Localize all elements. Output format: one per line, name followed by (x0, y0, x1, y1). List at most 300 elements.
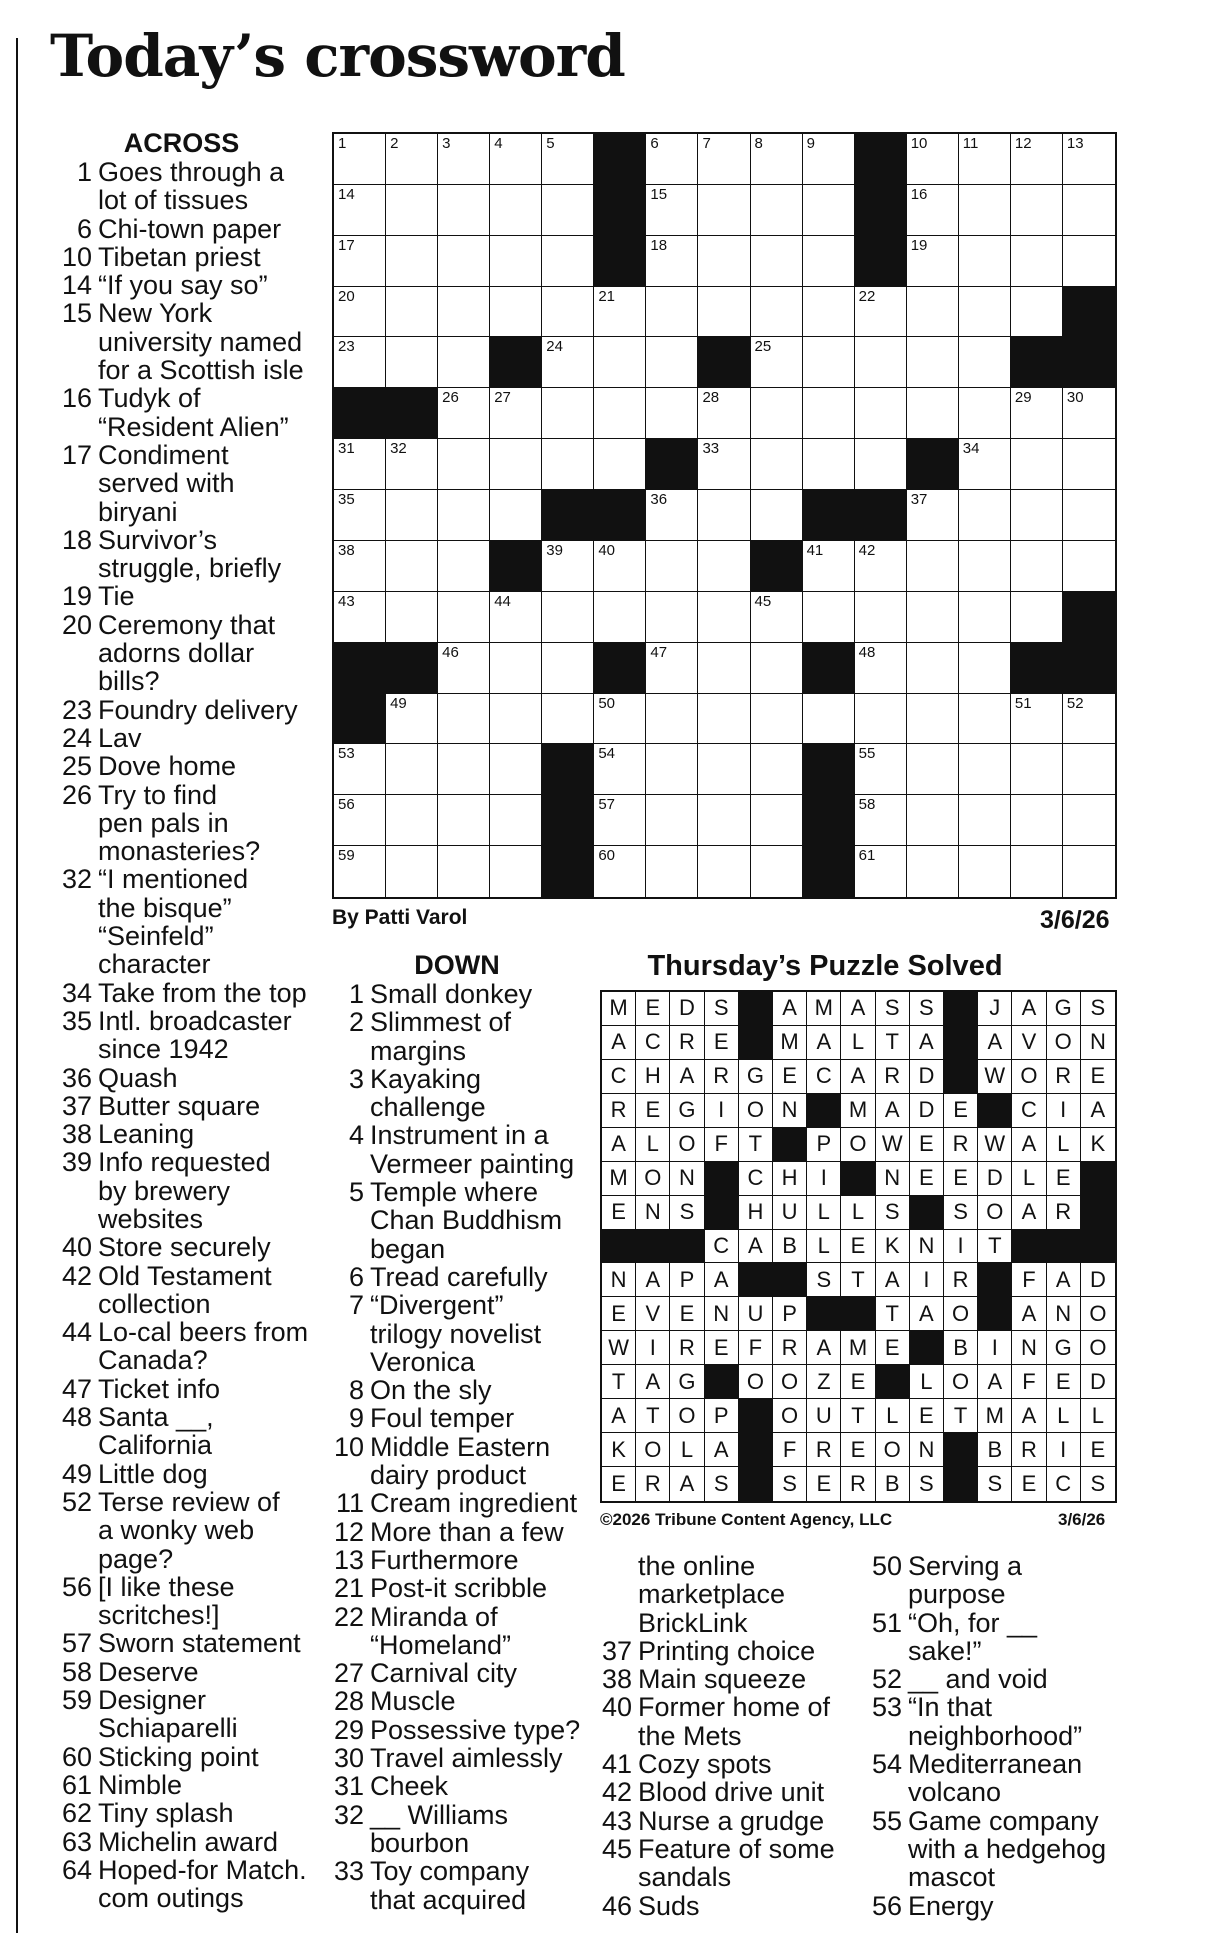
grid-cell[interactable] (334, 439, 386, 490)
down-clue-line (864, 1778, 1134, 1806)
grid-cell[interactable] (1063, 795, 1115, 846)
solution-block (739, 992, 773, 1026)
grid-cell[interactable] (594, 744, 646, 795)
clue-text: Foundry delivery (98, 694, 298, 725)
solution-cell: I (978, 1331, 1012, 1365)
grid-cell[interactable] (438, 134, 490, 185)
grid-block (490, 337, 542, 388)
grid-cell[interactable] (542, 337, 594, 388)
grid-cell[interactable] (698, 541, 750, 592)
clue-number: 42 (61, 1260, 92, 1291)
grid-cell[interactable] (1011, 439, 1063, 490)
clue-number: 32 (61, 864, 92, 895)
grid-cell[interactable] (334, 490, 386, 541)
grid-cell[interactable] (959, 846, 1011, 897)
clue-number: 60 (61, 1741, 92, 1772)
down-clue-line (594, 1778, 860, 1806)
clue-text: “Homeland” (370, 1629, 512, 1660)
grid-cell[interactable] (751, 236, 803, 287)
grid-cell[interactable] (959, 541, 1011, 592)
grid-cell[interactable] (542, 541, 594, 592)
grid-cell[interactable] (542, 643, 594, 694)
grid-cell[interactable] (1063, 846, 1115, 897)
grid-cell[interactable] (386, 439, 438, 490)
grid-cell[interactable] (959, 490, 1011, 541)
down-clue-line (326, 1461, 588, 1489)
solution-cell: O (1047, 1026, 1081, 1060)
grid-cell[interactable] (698, 592, 750, 643)
clue-text: “If you say so” (98, 270, 268, 301)
grid-cell[interactable] (1011, 592, 1063, 643)
solution-cell: E (876, 1331, 910, 1365)
grid-cell[interactable] (907, 795, 959, 846)
grid-cell[interactable] (907, 236, 959, 287)
grid-cell[interactable] (646, 795, 698, 846)
grid-cell[interactable] (542, 287, 594, 338)
clue-number: 40 (601, 1692, 632, 1723)
grid-cell[interactable] (490, 134, 542, 185)
grid-block (334, 643, 386, 694)
solution-grid (600, 990, 1117, 1503)
grid-cell[interactable] (855, 643, 907, 694)
clue-text: dairy product (370, 1460, 527, 1491)
grid-cell[interactable] (907, 643, 959, 694)
grid-cell[interactable] (438, 592, 490, 643)
grid-cell[interactable] (959, 287, 1011, 338)
grid-cell[interactable] (594, 592, 646, 643)
solution-cell: E (1012, 1467, 1046, 1501)
grid-cell[interactable] (646, 388, 698, 439)
grid-cell[interactable] (386, 846, 438, 897)
grid-cell[interactable] (855, 795, 907, 846)
grid-cell[interactable] (751, 795, 803, 846)
grid-cell[interactable] (542, 185, 594, 236)
grid-cell[interactable] (855, 592, 907, 643)
across-clue-line (54, 1346, 309, 1374)
grid-cell[interactable] (751, 134, 803, 185)
clue-text: Terse review of (98, 1486, 280, 1517)
grid-cell[interactable] (907, 287, 959, 338)
grid-cell[interactable] (1011, 134, 1063, 185)
clue-text: adorns dollar (98, 638, 255, 669)
solution-cell: F (739, 1331, 773, 1365)
grid-cell[interactable] (542, 694, 594, 745)
grid-cell[interactable] (959, 388, 1011, 439)
grid-cell[interactable] (386, 236, 438, 287)
grid-cell[interactable] (386, 185, 438, 236)
grid-cell[interactable] (438, 846, 490, 897)
grid-cell[interactable] (438, 795, 490, 846)
grid-cell[interactable] (594, 337, 646, 388)
solution-cell: F (1012, 1263, 1046, 1297)
grid-cell[interactable] (698, 287, 750, 338)
grid-cell[interactable] (907, 134, 959, 185)
grid-cell[interactable] (751, 287, 803, 338)
grid-block (803, 846, 855, 897)
grid-cell[interactable] (1011, 744, 1063, 795)
grid-cell[interactable] (698, 134, 750, 185)
solution-cell: S (944, 1196, 978, 1230)
grid-cell[interactable] (907, 846, 959, 897)
cell-number: 59 (338, 847, 355, 865)
solution-block (978, 1297, 1012, 1331)
solution-block (602, 1230, 636, 1264)
solution-block (1081, 1230, 1115, 1264)
grid-cell[interactable] (386, 592, 438, 643)
grid-cell[interactable] (334, 236, 386, 287)
grid-cell[interactable] (803, 185, 855, 236)
solution-cell: G (670, 1094, 704, 1128)
clue-text: character (98, 949, 211, 980)
across-header: ACROSS (123, 128, 240, 158)
grid-cell[interactable] (751, 592, 803, 643)
solution-cell: M (841, 1331, 875, 1365)
solution-cell: D (910, 1094, 944, 1128)
grid-cell[interactable] (959, 185, 1011, 236)
grid-cell[interactable] (698, 236, 750, 287)
solution-cell: N (910, 1433, 944, 1467)
grid-cell[interactable] (698, 846, 750, 897)
clue-text: “Oh, for __ (908, 1607, 1038, 1638)
cell-number: 4 (494, 135, 503, 152)
clue-number: 19 (61, 581, 92, 612)
grid-cell[interactable] (907, 185, 959, 236)
clue-text: “In that (908, 1692, 993, 1723)
grid-cell[interactable] (490, 592, 542, 643)
grid-cell[interactable] (646, 236, 698, 287)
grid-cell[interactable] (803, 388, 855, 439)
grid-cell[interactable] (334, 744, 386, 795)
down-clue-line (326, 1093, 588, 1121)
solution-block (739, 1433, 773, 1467)
cell-number: 45 (754, 592, 772, 610)
grid-cell[interactable] (1011, 236, 1063, 287)
grid-cell[interactable] (959, 643, 1011, 694)
grid-cell[interactable] (907, 541, 959, 592)
grid-cell[interactable] (386, 287, 438, 338)
clue-number: 55 (871, 1805, 902, 1836)
grid-cell[interactable] (855, 388, 907, 439)
grid-cell[interactable] (803, 694, 855, 745)
clue-number: 21 (333, 1573, 364, 1604)
grid-block (594, 185, 646, 236)
grid-cell[interactable] (1011, 287, 1063, 338)
grid-cell[interactable] (594, 694, 646, 745)
grid-cell[interactable] (907, 337, 959, 388)
grid-cell[interactable] (438, 287, 490, 338)
grid-cell[interactable] (855, 287, 907, 338)
grid-cell[interactable] (386, 541, 438, 592)
grid-cell[interactable] (542, 439, 594, 490)
grid-cell[interactable] (334, 337, 386, 388)
grid-cell[interactable] (334, 134, 386, 185)
across-clue-line (54, 894, 309, 922)
down-clue-line (326, 1404, 588, 1432)
grid-cell[interactable] (803, 541, 855, 592)
across-clue-line (54, 1629, 309, 1657)
solution-cell: L (807, 1230, 841, 1264)
grid-cell[interactable] (751, 439, 803, 490)
grid-cell[interactable] (1011, 490, 1063, 541)
grid-cell[interactable] (1063, 388, 1115, 439)
clue-number: 6 (348, 1261, 364, 1292)
down-clue-line (326, 1857, 588, 1885)
grid-cell[interactable] (1011, 541, 1063, 592)
grid-cell[interactable] (386, 744, 438, 795)
solution-cell: S (705, 992, 739, 1026)
grid-cell[interactable] (490, 795, 542, 846)
grid-cell[interactable] (959, 236, 1011, 287)
grid-cell[interactable] (386, 795, 438, 846)
grid-cell[interactable] (490, 388, 542, 439)
grid-cell[interactable] (438, 643, 490, 694)
clue-number: 51 (871, 1607, 902, 1638)
grid-cell[interactable] (594, 439, 646, 490)
grid-cell[interactable] (959, 337, 1011, 388)
grid-cell[interactable] (1011, 846, 1063, 897)
grid-cell[interactable] (594, 541, 646, 592)
grid-cell[interactable] (646, 337, 698, 388)
cell-number: 20 (338, 287, 355, 305)
grid-cell[interactable] (334, 185, 386, 236)
down-clue-line (326, 1744, 588, 1772)
solution-cell: E (602, 1467, 636, 1501)
grid-cell[interactable] (751, 744, 803, 795)
clue-text: monasteries? (98, 836, 261, 867)
grid-cell[interactable] (334, 541, 386, 592)
solution-cell: M (773, 1026, 807, 1060)
clue-number: 57 (61, 1628, 92, 1659)
clue-text: Tie (98, 581, 135, 612)
grid-cell[interactable] (490, 287, 542, 338)
grid-cell[interactable] (1063, 185, 1115, 236)
grid-cell[interactable] (751, 337, 803, 388)
across-clue-line (54, 328, 309, 356)
clue-text: since 1942 (98, 1034, 229, 1065)
clue-number: 13 (333, 1544, 364, 1575)
grid-cell[interactable] (594, 287, 646, 338)
grid-cell[interactable] (334, 795, 386, 846)
grid-cell[interactable] (646, 490, 698, 541)
grid-cell[interactable] (1063, 744, 1115, 795)
grid-block (646, 439, 698, 490)
grid-cell[interactable] (646, 541, 698, 592)
grid-cell[interactable] (646, 134, 698, 185)
grid-cell[interactable] (594, 795, 646, 846)
grid-cell[interactable] (438, 439, 490, 490)
cell-number: 40 (598, 541, 616, 559)
grid-cell[interactable] (1063, 439, 1115, 490)
grid-cell[interactable] (438, 337, 490, 388)
solution-cell: B (773, 1230, 807, 1264)
grid-cell[interactable] (438, 490, 490, 541)
clue-text: Cheek (370, 1771, 449, 1802)
grid-cell[interactable] (386, 134, 438, 185)
clue-number: 63 (61, 1826, 92, 1857)
grid-cell[interactable] (646, 592, 698, 643)
grid-cell[interactable] (959, 134, 1011, 185)
grid-cell[interactable] (386, 337, 438, 388)
grid-cell[interactable] (438, 388, 490, 439)
grid-cell[interactable] (751, 490, 803, 541)
grid-cell[interactable] (542, 388, 594, 439)
grid-cell[interactable] (698, 388, 750, 439)
grid-cell[interactable] (698, 744, 750, 795)
solution-cell: T (602, 1365, 636, 1399)
clue-text: Temple where (370, 1177, 539, 1208)
grid-cell[interactable] (803, 134, 855, 185)
across-clue-line (54, 1686, 309, 1714)
grid-cell[interactable] (1011, 694, 1063, 745)
grid-cell[interactable] (646, 643, 698, 694)
grid-cell[interactable] (751, 643, 803, 694)
grid-cell[interactable] (490, 643, 542, 694)
grid-cell[interactable] (1063, 490, 1115, 541)
solution-cell: O (739, 1365, 773, 1399)
grid-cell[interactable] (959, 795, 1011, 846)
grid-cell[interactable] (646, 287, 698, 338)
grid-cell[interactable] (490, 185, 542, 236)
grid-cell[interactable] (1011, 795, 1063, 846)
grid-cell[interactable] (959, 744, 1011, 795)
solution-cell: N (1081, 1026, 1115, 1060)
grid-cell[interactable] (855, 541, 907, 592)
cell-number: 39 (546, 541, 563, 559)
cell-number: 29 (1014, 389, 1032, 407)
grid-cell[interactable] (751, 388, 803, 439)
grid-cell[interactable] (438, 744, 490, 795)
cell-number: 18 (650, 236, 668, 254)
clue-text: Info requested (98, 1147, 271, 1178)
solution-cell: M (841, 1094, 875, 1128)
grid-cell[interactable] (907, 694, 959, 745)
grid-cell[interactable] (594, 846, 646, 897)
grid-cell[interactable] (438, 541, 490, 592)
solution-cell: F (705, 1128, 739, 1162)
grid-cell[interactable] (1063, 134, 1115, 185)
grid-cell[interactable] (907, 744, 959, 795)
grid-cell[interactable] (334, 846, 386, 897)
grid-cell[interactable] (959, 439, 1011, 490)
grid-cell[interactable] (751, 694, 803, 745)
grid-cell[interactable] (490, 694, 542, 745)
grid-cell[interactable] (646, 846, 698, 897)
cell-number: 23 (338, 338, 355, 356)
grid-cell[interactable] (542, 134, 594, 185)
cell-number: 34 (962, 440, 980, 458)
grid-cell[interactable] (855, 744, 907, 795)
cell-number: 57 (598, 796, 616, 814)
clue-text: Take from the top (98, 977, 307, 1008)
grid-cell[interactable] (1063, 694, 1115, 745)
solution-cell: M (978, 1399, 1012, 1433)
solution-date: 3/6/26 (1058, 1510, 1106, 1529)
grid-cell[interactable] (1011, 185, 1063, 236)
grid-cell[interactable] (542, 236, 594, 287)
grid-cell[interactable] (1063, 541, 1115, 592)
grid-cell[interactable] (751, 846, 803, 897)
grid-cell[interactable] (907, 388, 959, 439)
clue-text: purpose (908, 1579, 1006, 1610)
grid-cell[interactable] (490, 236, 542, 287)
solution-cell: G (670, 1365, 704, 1399)
down-clue-line (326, 1206, 588, 1234)
solution-cell: E (1047, 1365, 1081, 1399)
grid-cell[interactable] (438, 236, 490, 287)
grid-cell[interactable] (334, 287, 386, 338)
clue-number: 10 (333, 1431, 364, 1462)
grid-cell[interactable] (803, 592, 855, 643)
grid-cell[interactable] (438, 185, 490, 236)
solution-cell: I (807, 1162, 841, 1196)
grid-cell[interactable] (1011, 388, 1063, 439)
grid-cell[interactable] (698, 694, 750, 745)
clue-number: 38 (61, 1119, 92, 1150)
grid-cell[interactable] (646, 744, 698, 795)
solution-cell: O (1081, 1331, 1115, 1365)
clue-text: websites (98, 1203, 204, 1234)
clue-text: marketplace (638, 1579, 786, 1610)
clue-text: pen pals in (98, 807, 229, 838)
grid-cell[interactable] (698, 643, 750, 694)
grid-cell[interactable] (751, 185, 803, 236)
grid-cell[interactable] (386, 490, 438, 541)
grid-cell[interactable] (490, 846, 542, 897)
solution-cell: O (944, 1297, 978, 1331)
clue-text: volcano (908, 1777, 1002, 1808)
grid-cell[interactable] (490, 439, 542, 490)
grid-cell[interactable] (803, 287, 855, 338)
solution-cell: R (1047, 1060, 1081, 1094)
grid-cell[interactable] (698, 490, 750, 541)
solution-cell: R (876, 1060, 910, 1094)
solution-block (773, 1128, 807, 1162)
solution-cell: A (705, 1263, 739, 1297)
grid-cell[interactable] (959, 694, 1011, 745)
grid-cell[interactable] (907, 490, 959, 541)
grid-block (594, 236, 646, 287)
grid-cell[interactable] (855, 694, 907, 745)
grid-cell[interactable] (438, 694, 490, 745)
grid-cell[interactable] (698, 795, 750, 846)
solution-cell: R (841, 1467, 875, 1501)
grid-cell[interactable] (803, 439, 855, 490)
grid-cell[interactable] (698, 439, 750, 490)
grid-cell[interactable] (490, 744, 542, 795)
across-clue-line (54, 1205, 309, 1233)
clue-text: trilogy novelist (370, 1318, 542, 1349)
grid-cell[interactable] (542, 592, 594, 643)
grid-cell[interactable] (907, 592, 959, 643)
grid-cell[interactable] (803, 337, 855, 388)
grid-cell[interactable] (855, 439, 907, 490)
grid-cell[interactable] (334, 592, 386, 643)
grid-cell[interactable] (646, 694, 698, 745)
grid-cell[interactable] (490, 490, 542, 541)
grid-cell[interactable] (959, 592, 1011, 643)
grid-cell[interactable] (594, 388, 646, 439)
grid-cell[interactable] (646, 185, 698, 236)
down-clue-line (326, 1574, 588, 1602)
grid-cell[interactable] (855, 846, 907, 897)
grid-cell[interactable] (698, 185, 750, 236)
grid-cell[interactable] (386, 694, 438, 745)
grid-cell[interactable] (855, 337, 907, 388)
clue-number: 49 (61, 1458, 92, 1489)
grid-cell[interactable] (1063, 236, 1115, 287)
solution-cell: M (602, 1162, 636, 1196)
grid-cell[interactable] (803, 236, 855, 287)
